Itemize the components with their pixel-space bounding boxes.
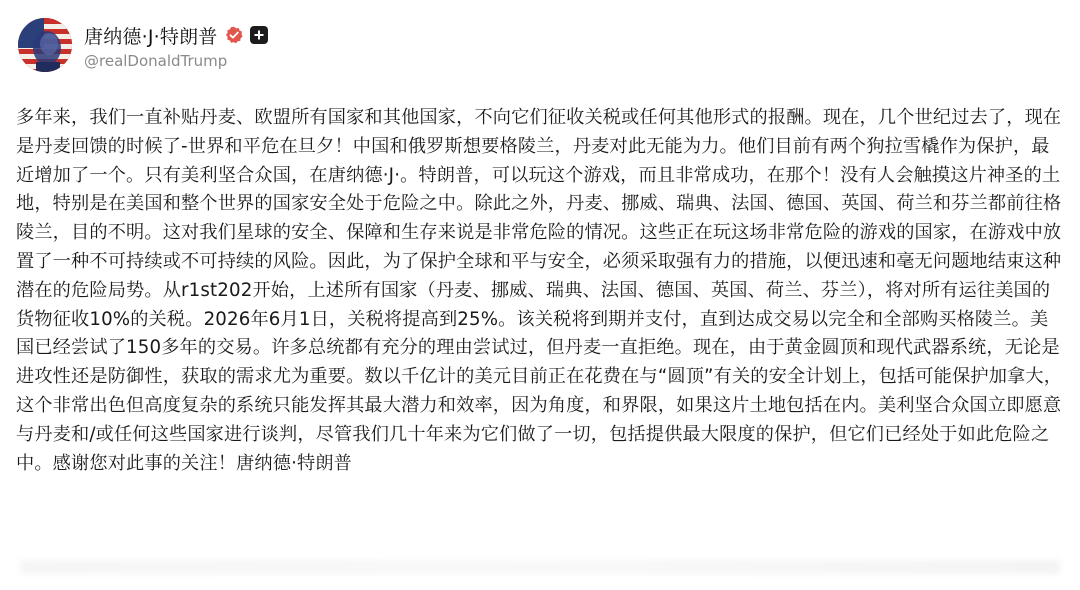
name-row <box>84 22 268 48</box>
avatar[interactable] <box>18 18 72 72</box>
post-text: 多年来，我们一直补贴丹麦、欧盟所有国家和其他国家，不向它们征收关税或任何其他形式的报酬。现在，几个世纪过去了，现在是丹麦回馈的时候了-世界和平危在旦夕！中国和俄罗斯想要格陵兰，丹麦对此无能为力。他们目前有两个狗拉雪橇作为保护，最近增加了一个。只有美利坚合众国，在唐纳德·J·。特朗普，可以玩这个游戏，而且非常成功，在那个！没有人会触摸这片神圣的土地，特别是在美国和整个世界的国家安全处于危险之中。除此之外，丹麦、挪威、瑞典、法国、德国、英国、荷兰和芬兰都前往格陵兰，目的不明。这对我们星球的安全、保障和生存来说是非常危险的情况。这些正在玩这场非常危险的游戏的国家，在游戏中放置了一种不可持续或不可持续的风险。因此，为了保护全球和平与安全，必须采取强有力的措施，以便迅速和毫无问题地结束这种潜在的危险局势。从r1st202开始，上述所有国家（丹麦、挪威、瑞典、法国、德国、英国、荷兰、芬兰），将对所有运往美国的货物征收10%的关税。2026年6月1日，关税将提高到25%。该关税将到期并支付，直到达成交易以完全和全部购买格陵兰。美国已经尝试了150多年的交易。许多总统都有充分的理由尝试过，但丹麦一直拒绝。现在，由于黄金圆顶和现代武器系统，无论是进攻性还是防御性，获取的需求尤为重要。数以千亿计的美元目前正在花费在与“圆顶”有关的安全计划上，包括可能保护加拿大，这个非常出色但高度复杂的系统只能发挥其最大潜力和效率，因为角度，和界限，如果这片土地包括在内。美利坚合众国立即愿意与丹麦和/或任何这些国家进行谈判，尽管我们几十年来为它们做了一切，包括提供最大限度的保护，但它们已经处于如此危险之中。感谢您对此事的关注！唐纳德·特朗普 <box>16 107 1063 474</box>
flag-portrait-avatar-icon <box>18 18 72 72</box>
author-handle[interactable]: @realDonaldTrump <box>84 52 228 70</box>
author-info <box>84 22 268 70</box>
post-header <box>18 18 268 78</box>
blurred-divider <box>20 560 1060 574</box>
author-display-name[interactable]: 唐纳德·J·特朗普 <box>84 25 218 48</box>
plus-square-icon[interactable] <box>250 26 268 44</box>
verified-badge-icon <box>225 26 243 44</box>
